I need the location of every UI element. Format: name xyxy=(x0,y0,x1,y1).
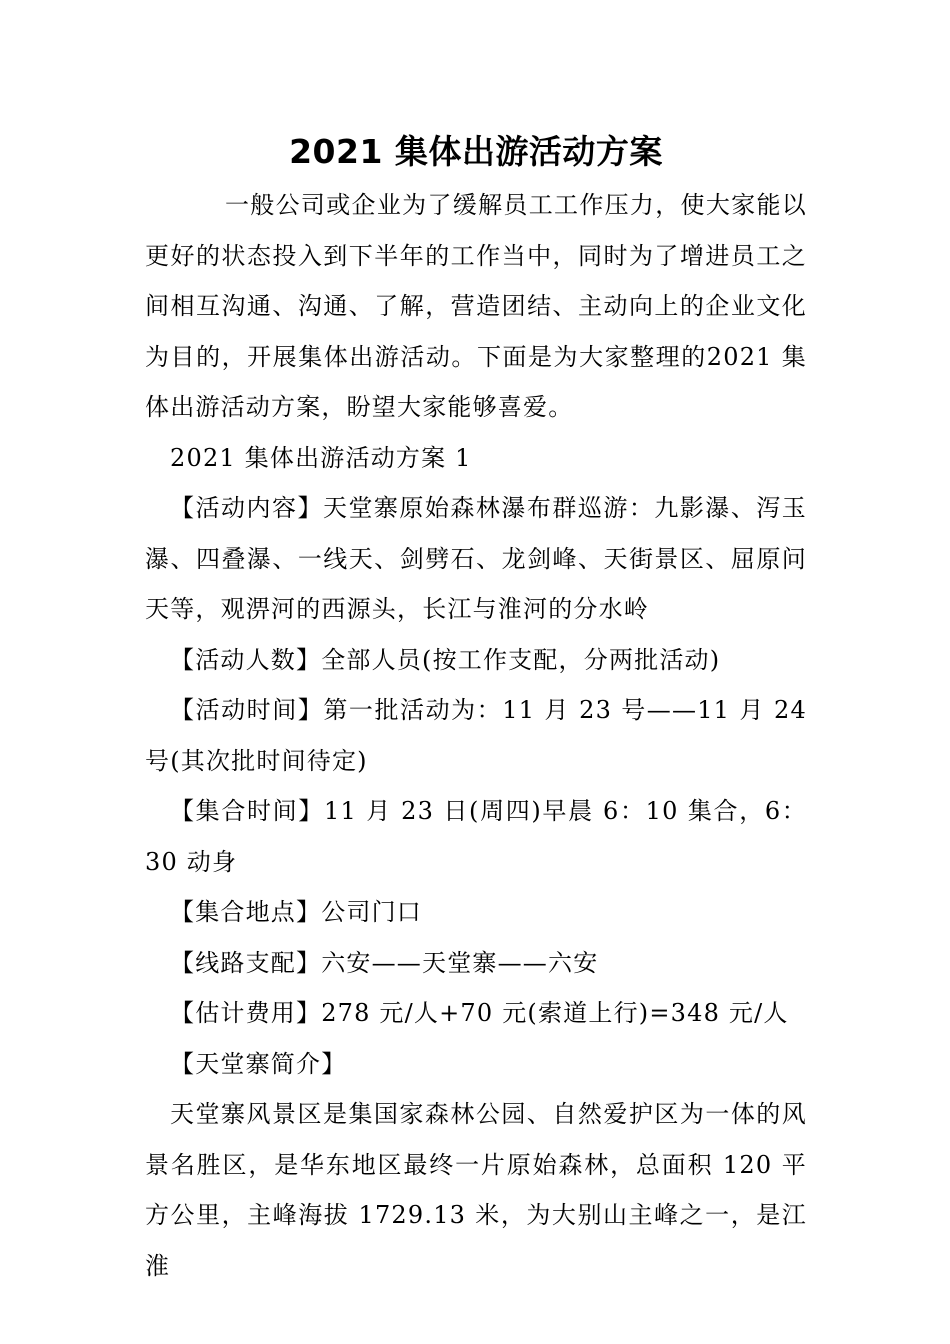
activity-time-paragraph: 【活动时间】第一批活动为：11 月 23 号——11 月 24 号(其次批时间待定) xyxy=(145,696,807,775)
meeting-time-paragraph: 【集合时间】11 月 23 日(周四)早晨 6：10 集合，6：30 动身 xyxy=(145,797,807,876)
intro-heading-paragraph: 【天堂寨简介】 xyxy=(170,1049,347,1078)
activity-content-paragraph: 【活动内容】天堂寨原始森林瀑布群巡游：九影瀑、泻玉瀑、四叠瀑、一线天、剑劈石、龙剑峰、天街景区、屈原问天等，观淠河的西源头，长江与淮河的分水岭 xyxy=(145,494,807,623)
intro-paragraph: 一般公司或企业为了缓解员工工作压力，使大家能以更好的状态投入到下半年的工作当中，同时为了增进员工之间相互沟通、沟通、了解，营造团结、主动向上的企业文化为目的，开展集体出游活动。下面是为大家整理的2021 集体出游活动方案，盼望大家能够喜爱。 xyxy=(145,191,807,421)
scenic-description-paragraph: 天堂寨风景区是集国家森林公园、自然爱护区为一体的风景名胜区，是华东地区最终一片原始森林，总面积 120 平方公里，主峰海拔 1729.13 米，为大别山主峰之一，是江淮 xyxy=(145,1100,807,1280)
cost-paragraph: 【估计费用】278 元/人+70 元(索道上行)=348 元/人 xyxy=(170,999,789,1027)
participants-paragraph: 【活动人数】全部人员(按工作支配，分两批活动) xyxy=(170,645,721,674)
route-paragraph: 【线路支配】六安——天堂寨——六安 xyxy=(170,948,599,977)
document-page xyxy=(145,128,807,1291)
meeting-place-paragraph: 【集合地点】公司门口 xyxy=(170,898,422,926)
section-heading: 2021 集体出游活动方案 1 xyxy=(170,443,472,472)
document-title: 2021 集体出游活动方案 xyxy=(289,132,663,171)
